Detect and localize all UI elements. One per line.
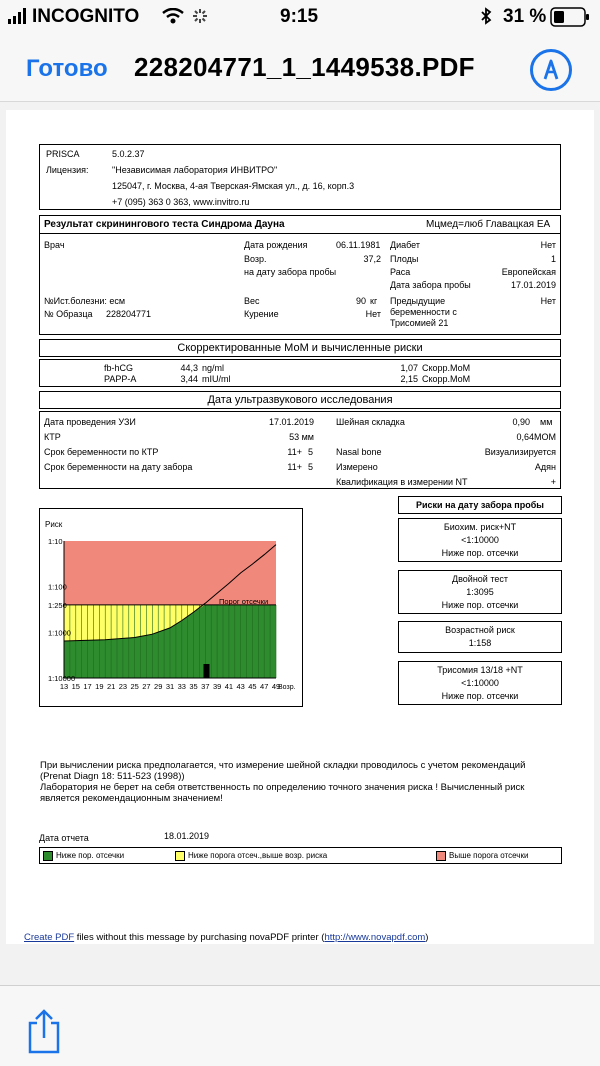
sample-date-value: 17.01.2019 (510, 280, 556, 290)
disclaimer-line: При вычислении риска предполагается, что измерение шейной складки проводилось с учетом рекомендаций (40, 760, 526, 771)
patient-result-box (39, 215, 561, 335)
x-axis-unit: Возр. (278, 684, 296, 691)
lab-contact: +7 (095) 363 0 363, www.invitro.ru (112, 197, 250, 207)
x-tick-label: 21 (106, 682, 116, 691)
legend-label-high: Выше порога отсечки (449, 851, 529, 860)
risk-chart-svg (40, 509, 302, 706)
measured-value: Адян (534, 462, 556, 472)
nt-value: 0,90 (512, 417, 530, 427)
weight-label: Вес (244, 296, 260, 306)
carrier-label: INCOGNITO (32, 6, 140, 27)
battery-percent: 31 % (503, 6, 547, 27)
novapdf-link[interactable]: http://www.novapdf.com (324, 932, 426, 943)
doctor-label: Врач (44, 240, 65, 250)
diabetes-label: Диабет (390, 240, 421, 250)
ktr-value: 53 мм (289, 432, 314, 442)
dob-value: 06.11.1981 (336, 240, 381, 250)
ga-sample-label: Срок беременности на дату забора (44, 462, 193, 472)
fetuses-label: Плоды (390, 254, 419, 264)
x-tick-label: 39 (212, 682, 222, 691)
risk-label: Двойной тест (452, 574, 508, 584)
x-tick-label: 27 (142, 682, 151, 691)
risk-value: <1:10000 (461, 535, 499, 545)
risk-age (398, 621, 562, 653)
prisca-label: PRISCA (46, 149, 80, 159)
x-tick-label: 25 (130, 682, 139, 691)
y-tick-label: 1:250 (48, 600, 67, 610)
prev-label-2: беременности с (390, 307, 457, 317)
risk-biochem (398, 518, 562, 562)
legend-swatch-mid (175, 851, 185, 861)
x-tick-label: 29 (154, 682, 163, 691)
x-tick-label: 19 (95, 682, 104, 691)
x-tick-label: 47 (260, 682, 269, 691)
weight-value: 90 (355, 296, 366, 306)
signal-icon (8, 8, 30, 29)
x-tick-label: 23 (118, 682, 128, 691)
risk-label: Трисомия 13/18 +NT (437, 665, 523, 675)
x-tick-label: 37 (201, 682, 210, 691)
mom-row-mom-label: Скорр.МоМ (422, 374, 471, 384)
legend (39, 847, 562, 864)
legend-label-low: Ниже пор. отсечки (56, 851, 125, 860)
done-button[interactable]: Готово (26, 55, 108, 82)
nasal-value: Визуализируется (484, 447, 556, 457)
mom-table (39, 359, 561, 387)
ktr-label: КТР (44, 432, 61, 442)
battery-icon (550, 7, 590, 32)
fetuses-value: 1 (550, 254, 556, 264)
weight-unit: кг (370, 296, 378, 306)
status-bar (0, 0, 600, 36)
risks-title-box (398, 496, 562, 514)
y-tick-label: 1:10 (48, 537, 63, 546)
y-tick-label: 1:10000 (48, 674, 76, 683)
report-date-value: 18.01.2019 (164, 831, 210, 841)
report-date-label: Дата отчета (39, 833, 89, 843)
legend-swatch-high (436, 851, 446, 861)
prev-label-3: Трисомией 21 (390, 318, 449, 328)
mom-row-name: fb-hCG (104, 363, 134, 373)
license-label: Лицензия: (46, 165, 89, 175)
pdf-page (6, 110, 594, 944)
disclaimer-line: (Prenat Diagn 18: 511-523 (1998)) (40, 771, 185, 782)
uzi-table (39, 411, 561, 489)
x-tick-label: 41 (224, 682, 234, 691)
risk-value: <1:10000 (461, 678, 499, 688)
risk-label: Возрастной риск (445, 625, 515, 635)
race-label: Раса (390, 267, 411, 277)
ga-sample-weeks: 11+ (287, 462, 302, 472)
legend-swatch-low (43, 851, 53, 861)
mom-method: Мцмед=люб Главацкая ЕА (426, 219, 551, 230)
license-org: "Независимая лаборатория ИНВИТРО" (112, 165, 278, 175)
disclaimer-line: Лаборатория не берет на себя ответственность по определению точного значения риска ! Вычисленный риск (40, 782, 525, 793)
prev-label-1: Предыдущие (390, 296, 446, 306)
mom-row-value: 3,44 (180, 374, 198, 384)
mom-row-mom: 1,07 (400, 363, 418, 373)
legend-label-mid: Ниже порога отсеч.,выше возр. риска (188, 851, 328, 860)
loading-icon (192, 8, 208, 29)
sample-no-label: № Образца (44, 309, 93, 319)
mom-row-mom: 2,15 (400, 374, 418, 384)
smoking-label: Курение (244, 309, 279, 319)
uzi-date-label: Дата проведения УЗИ (44, 417, 136, 427)
risk-note: Ниже пор. отсечки (441, 691, 519, 701)
lab-address: 125047, г. Москва, 4-ая Тверская-Ямская ул., д. 16, корп.3 (112, 181, 355, 191)
qual-label: Квалификация в измерении NT (336, 477, 468, 487)
x-tick-label: 15 (71, 682, 80, 691)
mom-row-unit: ng/ml (202, 363, 225, 373)
x-tick-label: 33 (177, 682, 186, 691)
markup-button[interactable] (530, 49, 572, 91)
patient-age-marker (204, 664, 210, 678)
ga-ktr-days: 5 (308, 447, 314, 457)
uzi-section-title: Дата ультразвукового исследования (207, 394, 393, 406)
sample-date-label: Дата забора пробы (390, 280, 471, 290)
nav-bar (0, 36, 600, 102)
ga-ktr-weeks: 11+ (287, 447, 302, 457)
lab-header (39, 144, 561, 210)
bluetooth-icon (480, 7, 492, 30)
ga-ktr-label: Срок беременности по КТР (44, 447, 159, 457)
create-pdf-link[interactable]: Create PDF (24, 932, 75, 943)
qual-value: + (550, 477, 556, 487)
footer-text: files without this message by purchasing novaPDF printer ( (74, 932, 325, 943)
risk-trisomy-13-18 (398, 661, 562, 705)
risk-label: Биохим. риск+NT (443, 522, 517, 532)
mom-row-unit: mIU/ml (202, 374, 231, 384)
mom-section-header (39, 339, 561, 357)
risk-double-test (398, 570, 562, 614)
mom-row-mom-label: Скорр.МоМ (422, 363, 471, 373)
x-tick-label: 49 (271, 682, 281, 691)
smoking-value: Нет (365, 309, 381, 319)
bottom-toolbar (0, 985, 600, 1066)
mom-row-value: 44,3 (180, 363, 198, 373)
disclaimer (40, 760, 525, 804)
y-axis-title: Риск (45, 520, 63, 529)
risk-note: Ниже пор. отсечки (441, 600, 519, 610)
x-tick-label: 13 (59, 682, 69, 691)
uzi-date-value: 17.01.2019 (268, 417, 314, 427)
history-label: №Ист.болезни: есм (44, 296, 126, 306)
sample-no-value: 228204771 (106, 309, 152, 319)
dob-label: Дата рождения (244, 240, 308, 250)
prisca-version: 5.0.2.37 (112, 149, 145, 159)
wifi-icon (162, 8, 184, 29)
cutoff-label: Порог отсечки (219, 596, 269, 606)
risk-value: 1:158 (468, 638, 492, 648)
nt-label: Шейная складка (336, 417, 405, 427)
x-tick-label: 35 (189, 682, 198, 691)
result-title: Результат скринингового теста Синдрома Дауна (44, 219, 285, 230)
document-title: 228204771_1_1449538.PDF (134, 52, 475, 82)
y-tick-label: 1:100 (48, 582, 67, 592)
mom-row-name: PAPP-A (104, 374, 137, 384)
clock: 9:15 (280, 6, 319, 27)
markup-pen-icon (533, 52, 569, 88)
y-tick-label: 1:1000 (48, 628, 71, 638)
diabetes-value: Нет (540, 240, 556, 250)
risk-chart (39, 508, 303, 707)
mom-section-title: Скорректированные МоМ и вычисленные риски (177, 342, 423, 354)
nt-unit: мм (540, 417, 553, 427)
uzi-section-header (39, 391, 561, 409)
risk-value: 1:3095 (466, 587, 494, 597)
age-label: Возр. (244, 254, 267, 264)
x-tick-label: 17 (83, 682, 92, 691)
x-tick-label: 31 (165, 682, 175, 691)
race-value: Европейская (501, 267, 556, 277)
nasal-label: Nasal bone (336, 447, 382, 457)
age-sub-label: на дату забора пробы (244, 267, 337, 277)
x-tick-label: 45 (248, 682, 257, 691)
risk-region-high (64, 541, 276, 605)
prev-value: Нет (540, 296, 556, 306)
age-value: 37,2 (363, 254, 381, 264)
risk-note: Ниже пор. отсечки (441, 548, 519, 558)
footer-close: ) (425, 932, 429, 943)
x-tick-label: 43 (236, 682, 245, 691)
pdf-footer (24, 932, 428, 943)
share-icon[interactable] (26, 1008, 62, 1059)
disclaimer-line: является рекомендационным значением! (40, 793, 223, 804)
ga-sample-days: 5 (308, 462, 314, 472)
measured-label: Измерено (336, 462, 378, 472)
risks-title: Риски на дату забора пробы (416, 500, 544, 510)
nt-mom: 0,64МОМ (516, 432, 556, 442)
